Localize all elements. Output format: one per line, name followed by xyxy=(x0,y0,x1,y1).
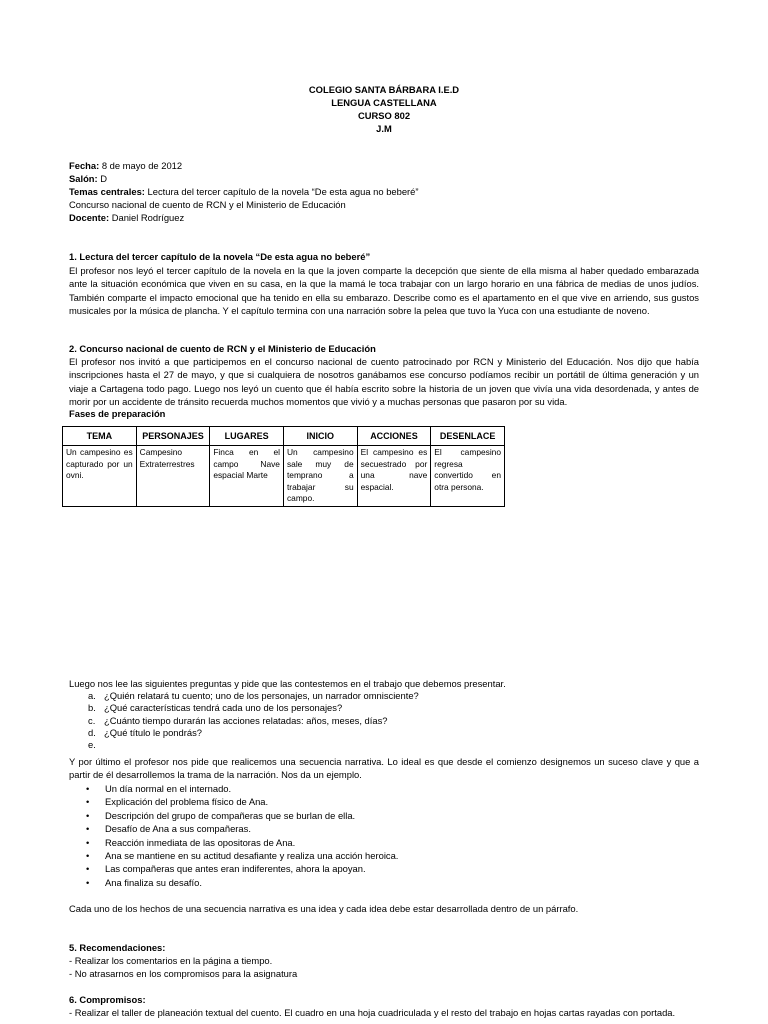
list-item xyxy=(86,849,398,862)
section1-body: El profesor nos leyó el tercer capítulo de la novela en la que la joven comparte la decepción que siente de ella misma al haber quedado embarazada ante la situación económica que viven en su casa, en la que la mamá le toca trabajar con un largo horario en una fábrica de medias de unos judíos. También comparte el impacto emocional que ha tenido en ella su embarazo. Describe como es el apartamento en el que vive en arriendo, sus gustos musicales por la música de plancha. Y el capítulo termina con una narración sobre la pelea que tuvo la Yuca con una estudiante de noveno. xyxy=(69,265,699,316)
list-marker: c. xyxy=(88,714,96,726)
course-title: CURSO 802 xyxy=(357,110,411,121)
table-cell: El campesino es secuestrado por una nave espacial. xyxy=(357,446,431,507)
temas-label: Temas centrales: xyxy=(69,186,145,197)
list-marker: d. xyxy=(88,726,96,738)
list-item-text: ¿Cuánto tiempo durarán las acciones relatadas: años, meses, días? xyxy=(104,714,388,726)
section6-heading: 6. Compromisos: xyxy=(69,994,146,1005)
list-item-text: Desafío de Ana a sus compañeras. xyxy=(105,823,251,835)
list-item-text: ¿Quién relatará tu cuento; uno de los personajes, un narrador omnisciente? xyxy=(104,690,419,701)
list-item xyxy=(88,727,419,739)
bullet-icon: • xyxy=(86,809,90,821)
recommendation-item: - No atrasarnos en los compromisos para la asignatura xyxy=(69,968,298,979)
table-header: DESENLACE xyxy=(431,427,505,446)
table-header: LUGARES xyxy=(210,427,284,446)
fecha-label: Fecha: xyxy=(69,160,100,171)
list-item xyxy=(88,715,419,727)
list-item xyxy=(88,702,419,714)
list-marker: e. xyxy=(88,739,96,751)
list-item-text: Ana se mantiene en su actitud desafiante y realiza una acción heroica. xyxy=(105,850,399,862)
list-item xyxy=(86,822,398,835)
temas-value: Lectura del tercer capítulo de la novela “De esta agua no beberé” xyxy=(144,186,419,197)
fases-table xyxy=(62,426,505,507)
docente-label: Docente: xyxy=(69,212,110,223)
section2-body: El profesor nos invitó a que participemos en el concurso nacional de cuento patrocinado por RCN y Ministerio del Educación. Nos dijo que había inscripciones hasta el 27 de mayo, y que si cualquiera de nosotros ganábamos ese concurso podíamos recibir un portátil de última generación y un viaje a Cartagena todo pago. Luego nos leyó un cuento que él había escrito sobre la historia de un joven que vivía una vida desordenada, y antes de morir por un accidente de tránsito recuerda muchos momentos que vivió y a muchas personas que pasaron por su vida. xyxy=(69,356,699,407)
salon-label: Salón: xyxy=(69,173,98,184)
recommendation-item: - Realizar los comentarios en la página a tiempo. xyxy=(69,955,273,966)
temas-line-2: Concurso nacional de cuento de RCN y el Ministerio de Educación xyxy=(69,199,346,210)
table-cell: Un campesino sale muy de temprano a trabajar su campo. xyxy=(283,446,357,507)
list-item-text: Ana finaliza su desafío. xyxy=(105,876,202,888)
table-header: TEMA xyxy=(63,427,137,446)
table-header-row xyxy=(63,427,505,446)
list-item xyxy=(86,876,398,889)
table-header: INICIO xyxy=(283,427,357,446)
list-item xyxy=(86,795,398,808)
table-cell: Campesino Extraterrestres xyxy=(136,446,210,507)
docente-line xyxy=(69,211,184,224)
bullet-icon: • xyxy=(86,823,90,835)
list-item xyxy=(86,782,398,795)
school-name: COLEGIO SANTA BÁRBARA I.E.D xyxy=(308,84,460,95)
list-marker: a. xyxy=(88,690,96,701)
list-item-text: ¿Qué características tendrá cada uno de los personajes? xyxy=(104,702,343,714)
list-item-text: Descripción del grupo de compañeras que se burlan de ella. xyxy=(105,809,356,821)
secuencia-closing: Cada uno de los hechos de una secuencia narrativa es una idea y cada idea debe estar desarrollada dentro de un párrafo. xyxy=(69,903,579,914)
fases-heading: Fases de preparación xyxy=(69,408,166,419)
list-item-text: ¿Qué título le pondrás? xyxy=(104,726,202,738)
table-header: PERSONAJES xyxy=(136,427,210,446)
table-header: ACCIONES xyxy=(357,427,431,446)
bullet-icon: • xyxy=(86,876,90,888)
list-item-text: Las compañeras que antes eran indiferentes, ahora la apoyan. xyxy=(105,863,366,875)
table-cell: El campesino regresa convertido en otra persona. xyxy=(431,446,505,507)
questions-list xyxy=(88,690,419,751)
table-cell: Finca en el campo Nave espacial Marte xyxy=(210,446,284,507)
list-item-text: Explicación del problema físico de Ana. xyxy=(105,796,269,808)
section1-heading: 1. Lectura del tercer capítulo de la novela “De esta agua no beberé” xyxy=(69,251,371,262)
fecha-line xyxy=(69,159,182,172)
secuencia-body: Y por último el profesor nos pide que realicemos una secuencia narrativa. Lo ideal es que desde el comienzo designemos un suceso clave y que a partir de él desarrollemos la trama de la narración. Nos da un ejemplo. xyxy=(69,756,699,781)
bullet-icon: • xyxy=(86,836,90,848)
bullet-icon: • xyxy=(86,796,90,808)
temas-line xyxy=(69,185,419,198)
list-item xyxy=(88,690,419,702)
list-item xyxy=(86,862,398,875)
section5-heading: 5. Recomendaciones: xyxy=(69,942,166,953)
table-row xyxy=(63,446,505,507)
table-cell: Un campesino es capturado por un ovni. xyxy=(63,446,137,507)
docente-value: Daniel Rodríguez xyxy=(109,212,185,223)
fecha-value: 8 de mayo de 2012 xyxy=(99,160,183,171)
list-marker: b. xyxy=(88,702,96,714)
bullet-icon: • xyxy=(86,863,90,875)
list-item xyxy=(88,739,419,751)
list-item-text: Un día normal en el internado. xyxy=(105,783,232,794)
salon-line xyxy=(69,172,107,185)
list-item-text: Reacción inmediata de las opositoras de Ana. xyxy=(105,836,296,848)
secuencia-list xyxy=(86,782,398,889)
section2-heading: 2. Concurso nacional de cuento de RCN y el Ministerio de Educación xyxy=(69,343,376,354)
author-initials: J.M xyxy=(376,123,392,134)
subject-title: LENGUA CASTELLANA xyxy=(331,97,437,108)
salon-value: D xyxy=(97,173,108,184)
commitment-item: - Realizar el taller de planeación textual del cuento. El cuadro en una hoja cuadriculada y el resto del trabajo en hojas cartas rayadas con portada. xyxy=(69,1007,676,1018)
bullet-icon: • xyxy=(86,783,90,794)
list-item xyxy=(86,809,398,822)
questions-intro: Luego nos lee las siguientes preguntas y pide que las contestemos en el trabajo que debemos presentar. xyxy=(69,678,506,689)
list-item xyxy=(86,836,398,849)
bullet-icon: • xyxy=(86,850,90,862)
